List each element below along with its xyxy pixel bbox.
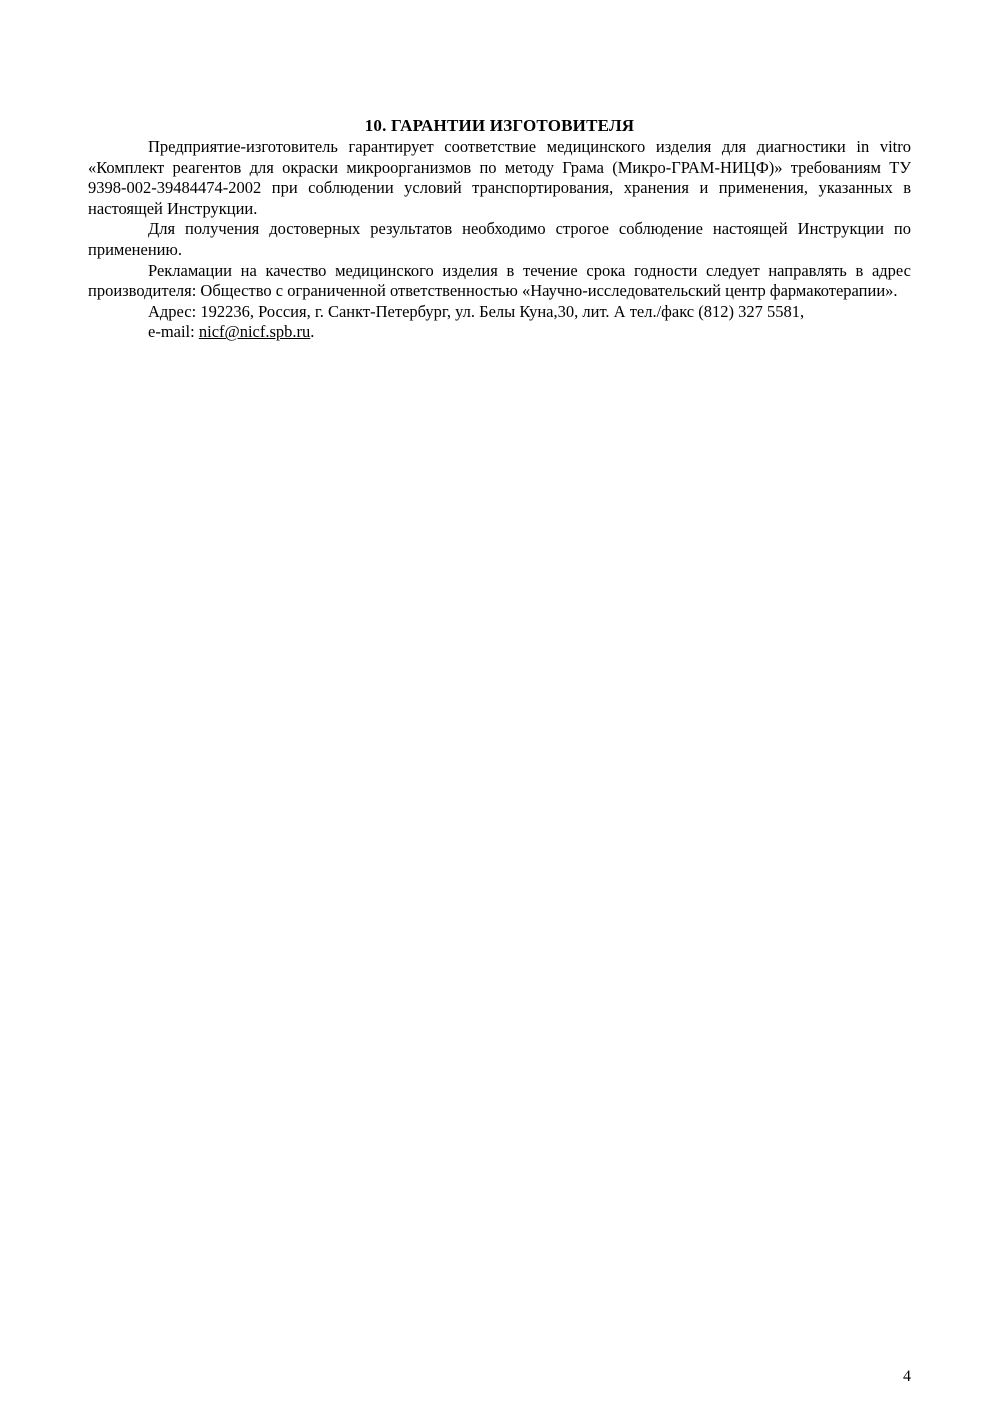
email-line <box>88 322 911 343</box>
page-content <box>88 115 911 343</box>
email-line-period: . <box>310 322 315 342</box>
page-number: 4 <box>903 1368 911 1385</box>
paragraph-claims: Рекламации на качество медицинского изделия в течение срока годности следует направлять в адрес производителя: Общество с ограниченной ответственностью «Научно-исследовательский центр фармакотерапии». <box>88 260 911 301</box>
paragraph-instruction-compliance: Для получения достоверных результатов необходимо строгое соблюдение настоящей Инструкции по применению. <box>88 219 911 259</box>
section-heading: 10. ГАРАНТИИ ИЗГОТОВИТЕЛЯ <box>364 116 635 135</box>
paragraph-warranty: Предприятие-изготовитель гарантирует соответствие медицинского изделия для диагностики in vitro «Комплект реагентов для окраски микроорганизмов по методу Грама (Микро-ГРАМ-НИЦФ)» требованиям ТУ 9398-002-39484474-2002 при соблюдении условий транспортирования, хранения и применения, указанных в настоящей Инструкции. <box>88 137 911 218</box>
email-link[interactable]: nicf@nicf.spb.ru <box>198 322 311 342</box>
address-line: Адрес: 192236, Россия, г. Санкт-Петербург, ул. Белы Куна,30, лит. А тел./факс (812) 327 5581, <box>148 301 805 321</box>
email-label: e-mail: <box>148 322 199 342</box>
